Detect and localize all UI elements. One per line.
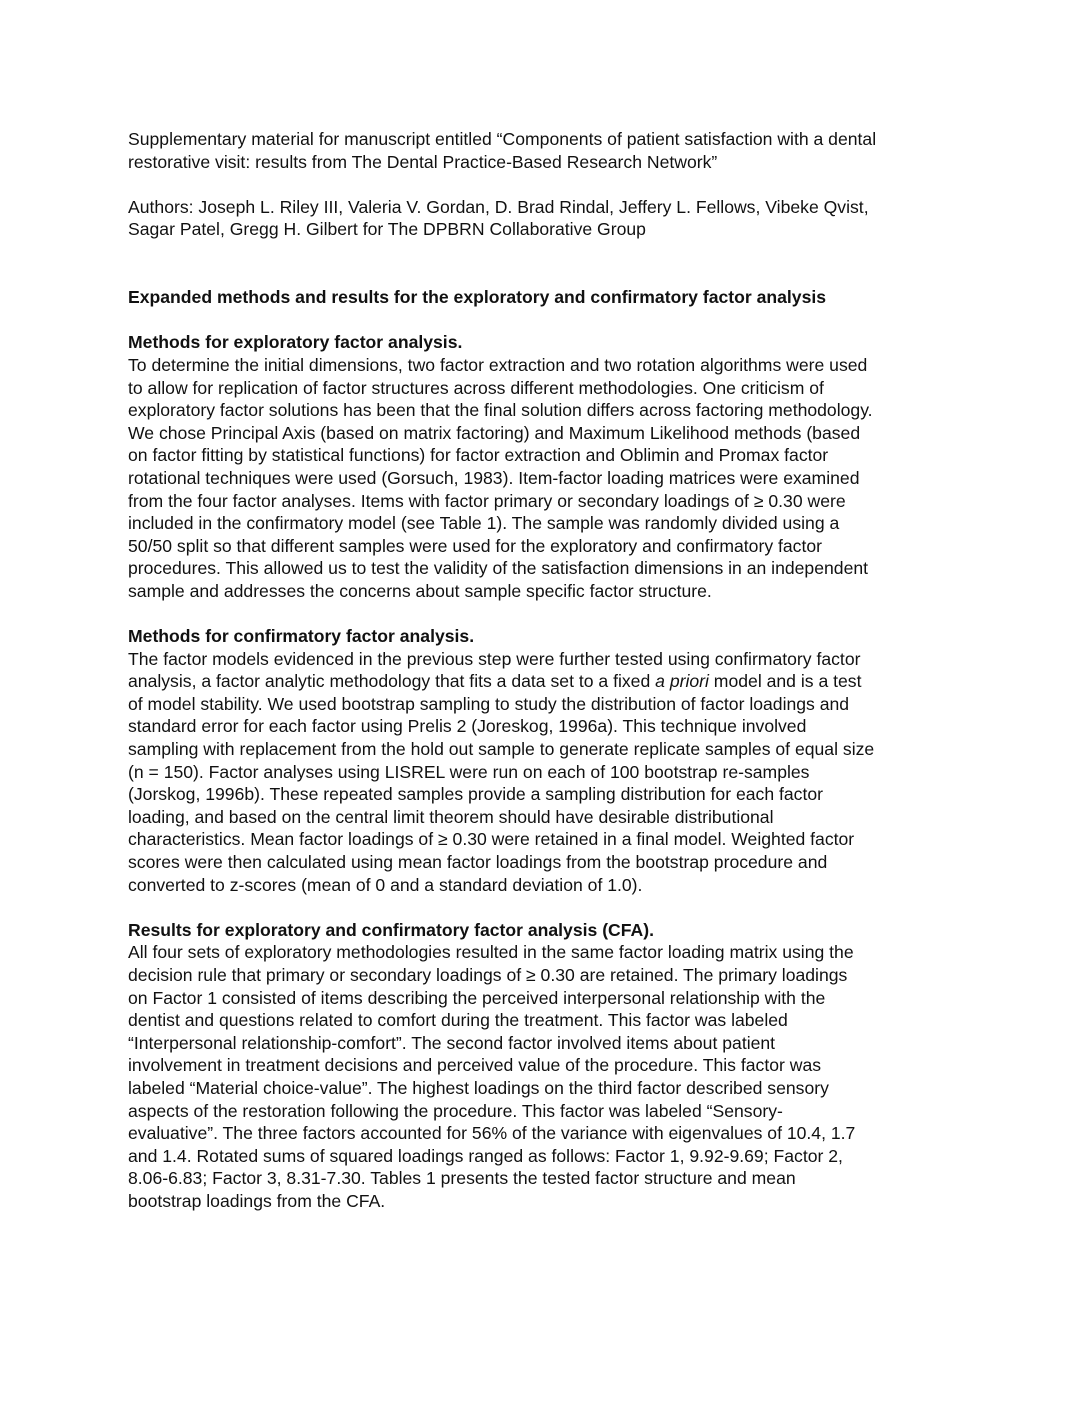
cfa-line: standard error for each factor using Prelis 2 (Joreskog, 1996a). This technique involved <box>128 716 807 737</box>
cfa-line: loading, and based on the central limit theorem should have desirable distributional <box>128 806 774 827</box>
supplement-title-line: Supplementary material for manuscript entitled “Components of patient satisfaction with a dental <box>128 129 877 149</box>
efa-line: We chose Principal Axis (based on matrix factoring) and Maximum Likelihood methods (based <box>128 422 861 443</box>
efa-line: 50/50 split so that different samples were used for the exploratory and confirmatory factor <box>128 535 823 556</box>
cfa-line: The factor models evidenced in the previous step were further tested using confirmatory factor <box>128 648 861 669</box>
results-line: involvement in treatment decisions and perceived value of the procedure. This factor was <box>128 1055 822 1076</box>
results-line: dentist and questions related to comfort during the treatment. This factor was labeled <box>128 1010 788 1031</box>
cfa-line-segment: analysis, a factor analytic methodology that fits a data set to a fixed <box>128 671 656 692</box>
efa-line: To determine the initial dimensions, two factor extraction and two rotation algorithms were used <box>128 354 868 375</box>
efa-section <box>128 331 968 602</box>
cfa-line: scores were then calculated using mean factor loadings from the bootstrap procedure and <box>128 852 828 872</box>
supplement-title-paragraph <box>128 128 968 173</box>
results-line: bootstrap loadings from the CFA. <box>128 1190 386 1211</box>
cfa-line: characteristics. Mean factor loadings of ≥ 0.30 were retained in a final model. Weighted factor <box>128 829 855 850</box>
efa-line: to allow for replication of factor structures across different methodologies. One criticism of <box>128 377 824 398</box>
efa-line: rotational techniques were used (Gorsuch, 1983). Item-factor loading matrices were examined <box>128 467 860 488</box>
results-line: evaluative”. The three factors accounted for 56% of the variance with eigenvalues of 10.4, 1.7 <box>128 1123 856 1144</box>
efa-line: included in the confirmatory model (see Table 1). The sample was randomly divided using a <box>128 513 840 534</box>
efa-line: from the four factor analyses. Items with factor primary or secondary loadings of ≥ 0.30 were <box>128 490 846 511</box>
efa-line: procedures. This allowed us to test the validity of the satisfaction dimensions in an independent <box>128 558 869 579</box>
results-line: decision rule that primary or secondary loadings of ≥ 0.30 are retained. The primary loadings <box>128 964 848 985</box>
results-line: and 1.4. Rotated sums of squared loadings ranged as follows: Factor 1, 9.92-9.69; Factor 2, <box>128 1145 843 1166</box>
results-line: aspects of the restoration following the procedure. This factor was labeled “Sensory- <box>128 1100 783 1121</box>
cfa-section <box>128 625 968 896</box>
cfa-heading: Methods for confirmatory factor analysis. <box>128 626 475 647</box>
cfa-line-with-italic <box>128 670 968 693</box>
results-line: “Interpersonal relationship-comfort”. The second factor involved items about patient <box>128 1032 776 1053</box>
results-section <box>128 919 968 1213</box>
cfa-line: converted to z-scores (mean of 0 and a standard deviation of 1.0). <box>128 874 643 895</box>
authors-paragraph <box>128 196 968 241</box>
efa-line: exploratory factor solutions has been that the final solution differs across factoring methodology. <box>128 400 873 421</box>
results-line: All four sets of exploratory methodologies resulted in the same factor loading matrix using the <box>128 942 854 963</box>
cfa-line: sampling with replacement from the hold out sample to generate replicate samples of equal size <box>128 739 875 760</box>
results-line: on Factor 1 consisted of items describing the perceived interpersonal relationship with the <box>128 987 826 1008</box>
main-heading-paragraph <box>128 286 968 309</box>
results-heading: Results for exploratory and confirmatory factor analysis (CFA). <box>128 919 654 940</box>
main-heading: Expanded methods and results for the exploratory and confirmatory factor analysis <box>128 287 827 308</box>
document-page <box>128 128 968 1235</box>
authors-line: Sagar Patel, Gregg H. Gilbert for The DPBRN Collaborative Group <box>128 219 646 240</box>
results-line: 8.06-6.83; Factor 3, 8.31-7.30. Tables 1 presents the tested factor structure and mean <box>128 1168 796 1189</box>
cfa-line: (n = 150). Factor analyses using LISREL were run on each of 100 bootstrap re-samples <box>128 761 810 782</box>
cfa-line: of model stability. We used bootstrap sampling to study the distribution of factor loadings and <box>128 693 850 714</box>
efa-heading: Methods for exploratory factor analysis. <box>128 332 463 353</box>
results-line: labeled “Material choice-value”. The highest loadings on the third factor described sensory <box>128 1077 829 1098</box>
efa-line: sample and addresses the concerns about sample specific factor structure. <box>128 580 712 601</box>
a-priori-italic: a priori <box>655 671 709 692</box>
authors-line: Authors: Joseph L. Riley III, Valeria V. Gordan, D. Brad Rindal, Jeffery L. Fellows, Vibeke Qvist, <box>128 196 869 217</box>
supplement-title-line: restorative visit: results from The Dental Practice-Based Research Network” <box>128 151 718 172</box>
efa-line: on factor fitting by statistical functions) for factor extraction and Oblimin and Promax factor <box>128 445 829 466</box>
cfa-line: (Jorskog, 1996b). These repeated samples provide a sampling distribution for each factor <box>128 784 824 805</box>
blank-spacer <box>128 264 968 287</box>
cfa-line-segment: model and is a test <box>708 671 862 692</box>
